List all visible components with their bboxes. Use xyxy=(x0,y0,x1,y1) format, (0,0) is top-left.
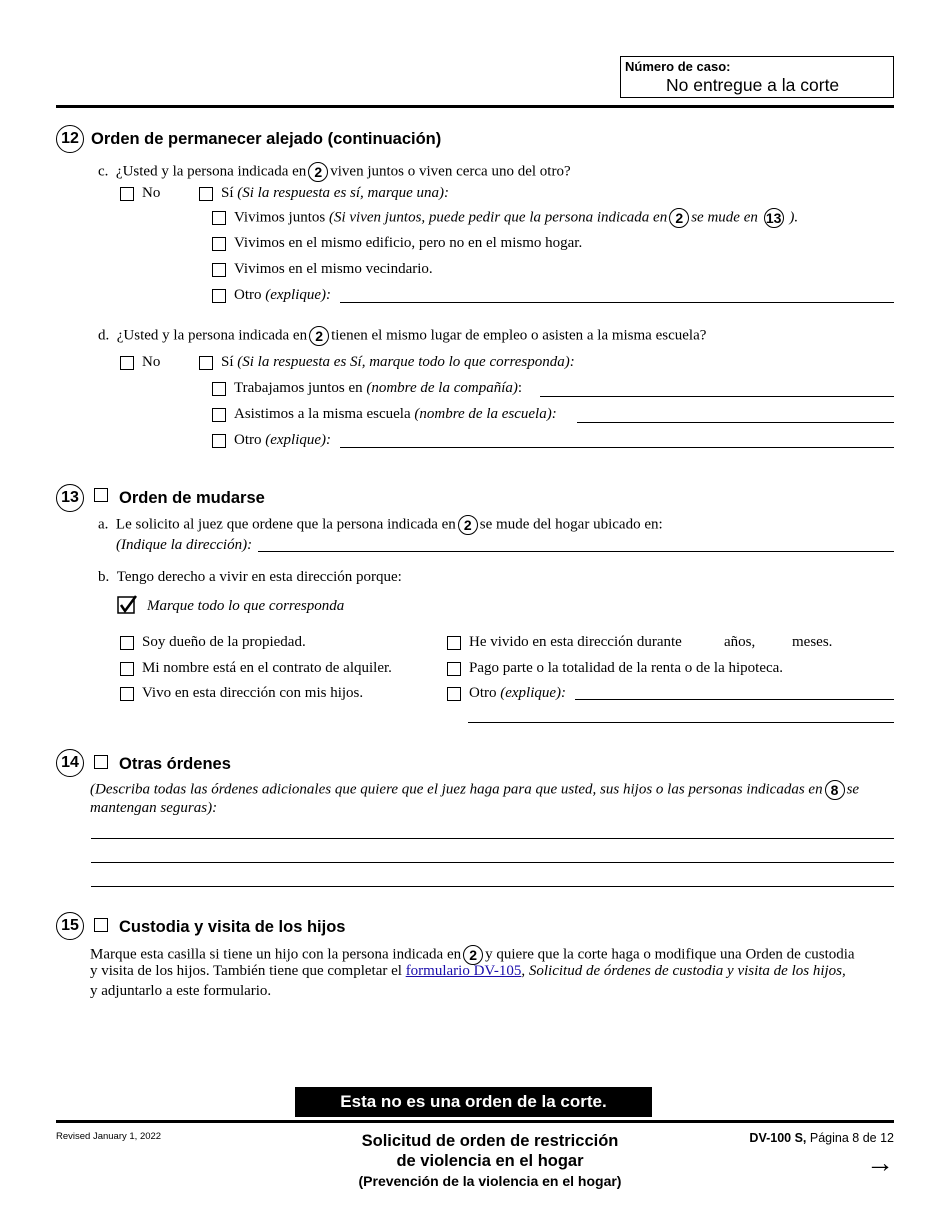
input-line-12d-other[interactable] xyxy=(340,447,894,448)
section-13-title: Orden de mudarse xyxy=(119,489,265,507)
label-12d-work-together: Trabajamos juntos en (nombre de la compañía): xyxy=(234,380,523,396)
checkbox-12c-other[interactable] xyxy=(212,289,226,303)
checkbox-12d-same-school[interactable] xyxy=(212,408,226,422)
label-12d-same-school: Asistimos a la misma escuela (nombre de la escuela): xyxy=(234,406,557,422)
input-line-12c-other[interactable] xyxy=(340,302,894,303)
ref-circle: 2 xyxy=(309,326,329,346)
label-12d-si: Sí (Si la respuesta es Sí, marque todo lo que corresponda): xyxy=(221,354,575,370)
label-12c-same-neighborhood: Vivimos en el mismo vecindario. xyxy=(234,261,433,277)
label-12c-live-together: Vivimos juntos (Si viven juntos, puede pedir que la persona indicada en 2 se mude en 13 ). xyxy=(234,209,799,226)
section-14-description-2: mantengan seguras): xyxy=(90,800,218,816)
section-15-text-3: y adjuntarlo a este formulario. xyxy=(90,983,272,999)
label-13b-lived-duration: He vivido en esta dirección durante xyxy=(469,634,682,650)
header-rule xyxy=(56,105,894,108)
item-13b: b. Tengo derecho a vivir en esta dirección porque: xyxy=(98,569,402,585)
label-12c-other: Otro (explique): xyxy=(234,287,332,303)
checkbox-section-15[interactable] xyxy=(94,918,108,932)
checkbox-13b-pay-rent[interactable] xyxy=(447,662,461,676)
checkbox-section-14[interactable] xyxy=(94,755,108,769)
input-line-14-2[interactable] xyxy=(91,862,894,863)
case-number-value: No entregue a la corte xyxy=(666,75,840,95)
case-number-label: Número de caso: xyxy=(625,59,731,74)
ref-circle: 2 xyxy=(308,162,328,182)
checkbox-13b-lived-duration[interactable] xyxy=(447,636,461,650)
section-15-text-2: y visita de los hijos. También tiene que completar el formulario DV-105, Solicitud de órdenes de custodia y visita de los hijos, xyxy=(90,963,846,979)
footer-page-id: DV-100 S, Página 8 de 12 xyxy=(749,1131,894,1145)
checkbox-12c-no[interactable] xyxy=(120,187,134,201)
checkbox-13b-other[interactable] xyxy=(447,687,461,701)
label-13b-lease: Mi nombre está en el contrato de alquiler. xyxy=(142,660,392,676)
section-12-title: Orden de permanecer alejado (continuación) xyxy=(91,130,442,148)
label-13b-children: Vivo en esta dirección con mis hijos. xyxy=(142,685,364,701)
checkbox-13b-lease[interactable] xyxy=(120,662,134,676)
section-15-title: Custodia y visita de los hijos xyxy=(119,918,346,936)
section-13-number: 13 xyxy=(56,484,84,512)
label-13b-pay-rent: Pago parte o la totalidad de la renta o de la hipoteca. xyxy=(469,660,784,676)
label-12c-same-building: Vivimos en el mismo edificio, pero no en el mismo hogar. xyxy=(234,235,583,251)
input-line-14-3[interactable] xyxy=(91,886,894,887)
input-line-12d-school[interactable] xyxy=(577,422,894,423)
question-12c: c. ¿Usted y la persona indicada en 2 viven juntos o viven cerca uno del otro? xyxy=(98,163,571,180)
label-12d-other: Otro (explique): xyxy=(234,432,332,448)
footer-rule xyxy=(56,1120,894,1123)
section-12-number: 12 xyxy=(56,125,84,153)
section-14-description: (Describa todas las órdenes adicionales que quiere que el juez haga para que usted, sus hijos o las personas indicadas en 8 se xyxy=(90,781,860,798)
item-13a: a. Le solicito al juez que ordene que la persona indicada en 2 se mude del hogar ubicado en: xyxy=(98,516,663,533)
checkbox-12d-work-together[interactable] xyxy=(212,382,226,396)
section-14-number: 14 xyxy=(56,749,84,777)
checkbox-12c-live-together[interactable] xyxy=(212,211,226,225)
label-12c-no: No xyxy=(142,185,161,201)
checkbox-12d-other[interactable] xyxy=(212,434,226,448)
label-check-all: Marque todo lo que corresponda xyxy=(147,598,345,614)
label-13b-years: años, xyxy=(724,634,756,650)
checkbox-12c-same-building[interactable] xyxy=(212,237,226,251)
ref-circle: 2 xyxy=(458,515,478,535)
checkmark-icon xyxy=(117,595,137,615)
footer-form-title: Solicitud de orden de restricción de violencia en el hogar (Prevención de la violencia en el hogar) xyxy=(358,1132,622,1189)
section-15-text-1: Marque esta casilla si tiene un hijo con la persona indicada en 2 y quiere que la corte haga o modifique una Orden de custodia xyxy=(90,946,855,963)
checkbox-section-13[interactable] xyxy=(94,488,108,502)
checkbox-12d-si[interactable] xyxy=(199,356,213,370)
revised-date: Revised January 1, 2022 xyxy=(56,1131,162,1142)
input-line-13b-other-2[interactable] xyxy=(468,722,894,723)
checkbox-13b-children[interactable] xyxy=(120,687,134,701)
input-line-13a-address[interactable] xyxy=(258,551,894,552)
checkbox-12d-no[interactable] xyxy=(120,356,134,370)
checkbox-12c-si[interactable] xyxy=(199,187,213,201)
label-12d-no: No xyxy=(142,354,161,370)
case-number-box xyxy=(620,56,894,98)
label-13a-address: (Indique la dirección): xyxy=(116,537,253,553)
checkbox-12c-same-neighborhood[interactable] xyxy=(212,263,226,277)
not-court-order-banner: Esta no es una orden de la corte. xyxy=(295,1087,652,1117)
label-13b-other: Otro (explique): xyxy=(469,685,567,701)
next-page-arrow-icon: → xyxy=(866,1147,894,1178)
label-12c-si: Sí (Si la respuesta es sí, marque una): xyxy=(221,185,450,201)
label-13b-months: meses. xyxy=(792,634,833,650)
label-13b-owner: Soy dueño de la propiedad. xyxy=(142,634,306,650)
input-line-14-1[interactable] xyxy=(91,838,894,839)
checkbox-13b-owner[interactable] xyxy=(120,636,134,650)
input-line-13b-other[interactable] xyxy=(575,699,894,700)
section-14-title: Otras órdenes xyxy=(119,755,231,773)
form-dv105-link[interactable]: formulario DV-105 xyxy=(405,963,522,979)
question-12d: d. ¿Usted y la persona indicada en 2 tienen el mismo lugar de empleo o asisten a la misma escuela? xyxy=(98,327,707,344)
input-line-12d-company[interactable] xyxy=(540,396,894,397)
section-15-number: 15 xyxy=(56,912,84,940)
